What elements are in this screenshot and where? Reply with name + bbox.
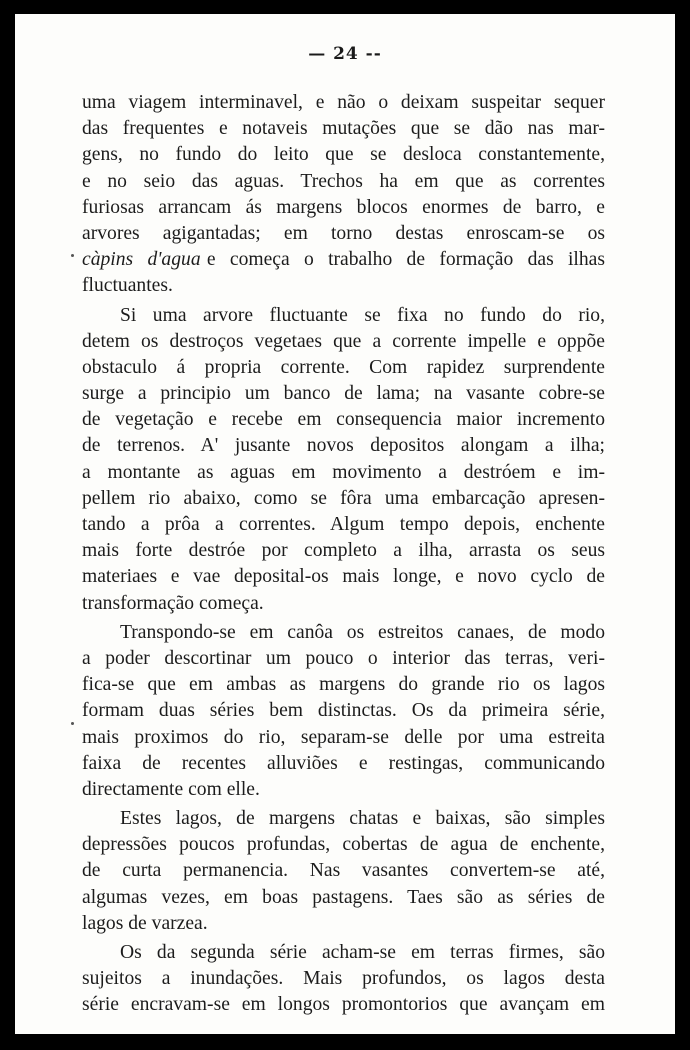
italic-term: càpins d'agua [82, 249, 201, 271]
text-line: obstaculo á propria corrente. Com rapidez surprendente [82, 356, 605, 378]
text-line: fluctuantes. [82, 275, 173, 297]
paragraph-3 [82, 620, 605, 803]
text-line: arvores agigantadas; em torno destas enroscam-se os [82, 222, 605, 244]
paragraph-1 [82, 90, 605, 300]
text-line: formam duas séries bem distinctas. Os da primeira série, [82, 700, 605, 722]
text-line: de curta permanencia. Nas vasantes convertem-se até, [82, 860, 605, 882]
text-line [82, 247, 605, 273]
text-line: tando a prôa a correntes. Algum tempo depois, enchente [82, 514, 605, 535]
text-line: de terrenos. A' jusante novos depositos alongam a ilha; [82, 435, 605, 457]
text-line: Os da segunda série acham-se em terras firmes, são [120, 942, 605, 963]
text-line: de vegetação e recebe em consequencia maior incremento [82, 409, 605, 431]
text-line: mais forte destróe por completo a ilha, arrasta os seus [82, 540, 605, 562]
text-line-rest: e começa o trabalho de formação das ilhas [206, 249, 605, 271]
text-line: Si uma arvore fluctuante se fixa no fundo do rio, [120, 304, 605, 326]
text-line: lagos de varzea. [82, 912, 208, 934]
text-line: mais proximos do rio, separam-se delle por uma estreita [82, 726, 605, 748]
text-line: a poder descortinar um pouco o interior das terras, veri- [82, 647, 605, 669]
text-line: fica-se que em ambas as margens do grande rio os lagos [82, 674, 605, 696]
text-line: materiaes e vae deposital-os mais longe, e novo cyclo de [82, 566, 605, 588]
text-line: e no seio das aguas. Trechos ha em que as correntes [82, 170, 605, 192]
page-body [82, 90, 605, 1019]
paragraph-2 [82, 303, 605, 617]
book-page [15, 14, 675, 1034]
text-line: Estes lagos, de margens chatas e baixas, são simples [120, 808, 605, 830]
text-line: a montante as aguas em movimento a destróem e im- [82, 461, 605, 483]
text-line: algumas vezes, em boas pastagens. Taes são as séries de [82, 886, 605, 908]
text-line: depressões poucos profundas, cobertas de agua de enchente, [82, 834, 605, 856]
text-line: pellem rio abaixo, como se fôra uma embarcação apresen- [82, 487, 605, 509]
text-line: uma viagem interminavel, e não o deixam suspeitar sequer [82, 92, 605, 113]
text-line: transformação começa. [82, 592, 264, 614]
paragraph-4 [82, 806, 605, 937]
text-line: detem os destroços vegetaes que a corrente impelle e oppõe [82, 330, 605, 352]
speck-mark [71, 722, 74, 725]
page-number: — 24 -- [308, 44, 382, 64]
speck-mark [71, 254, 74, 257]
text-line: surge a principio um banco de lama; na vasante cobre-se [82, 383, 605, 405]
text-line: gens, no fundo do leito que se desloca constantemente, [82, 144, 605, 166]
text-line: faixa de recentes alluviões e restingas, communicando [82, 752, 605, 774]
paragraph-5 [82, 940, 605, 1019]
text-line: directamente com elle. [82, 778, 260, 800]
text-line: das frequentes e notaveis mutações que se dão nas mar- [82, 118, 605, 140]
text-line: série encravam-se em longos promontorios que avançam em [82, 994, 605, 1016]
text-line: furiosas arrancam ás margens blocos enormes de barro, e [82, 196, 605, 218]
text-line: sujeitos a inundações. Mais profundos, os lagos desta [82, 968, 605, 990]
text-line: Transpondo-se em canôa os estreitos canaes, de modo [120, 621, 605, 643]
